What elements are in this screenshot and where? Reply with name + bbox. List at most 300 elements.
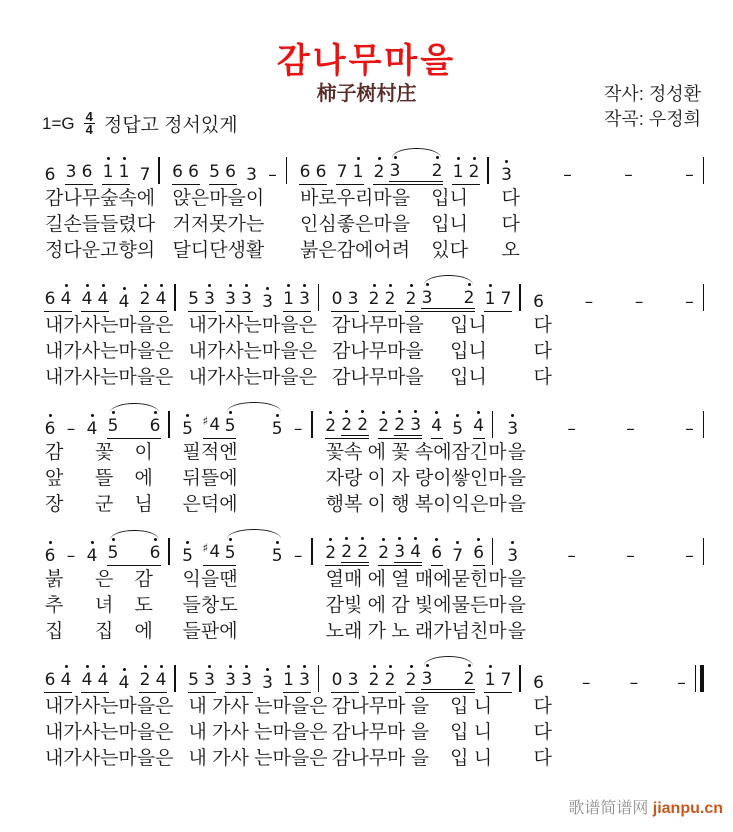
tie-arc [424, 275, 473, 285]
watermark [568, 795, 723, 818]
note-number: 2 [357, 415, 369, 435]
measure-cell [182, 401, 325, 439]
lyric-cell: 내가사는마을은 [45, 315, 174, 336]
octave-dot [123, 668, 126, 671]
octave-dot [49, 414, 52, 417]
note-token [44, 160, 56, 185]
note-token [473, 411, 485, 436]
note-number: 2 [394, 415, 406, 435]
note-number: 5 [224, 416, 236, 436]
note-number: 0 [331, 289, 343, 309]
lyric-cell: 감나무마을 입니 [332, 341, 487, 362]
measure-cell [507, 401, 706, 439]
beam-group [267, 160, 279, 185]
octave-dot [410, 665, 413, 668]
note-token [224, 411, 236, 436]
note-number: 6 [473, 543, 485, 563]
octave-dot [345, 410, 348, 413]
note-number: 0 [331, 670, 343, 690]
lyric-cell: 을 [507, 595, 527, 616]
beam-group [683, 287, 695, 312]
beam-group [625, 414, 637, 439]
score-system [44, 528, 706, 644]
tie-arc [110, 530, 159, 540]
barline [703, 157, 705, 184]
beam-group [245, 414, 283, 439]
octave-dot [566, 160, 569, 163]
note-token [118, 668, 130, 693]
barline [318, 665, 320, 692]
beam-group [107, 538, 161, 566]
octave-dot [49, 160, 52, 163]
note-number: 2 [325, 416, 337, 436]
note-number: 2 [378, 543, 390, 563]
lyric-cell: 내가사는마을은 [45, 748, 174, 769]
note-number: – [685, 165, 694, 185]
barline [168, 411, 170, 438]
octave-dot [297, 541, 300, 544]
page-subtitle: 柿子树村庄 [316, 83, 417, 105]
final-barline-thick [700, 665, 704, 692]
note-token [394, 410, 406, 435]
octave-dot [378, 157, 381, 160]
dash-token [566, 541, 578, 566]
barline [311, 538, 313, 565]
note-number: 2 [405, 670, 417, 690]
note-number: 3 [225, 670, 236, 690]
octave-dot [389, 284, 392, 287]
score [44, 147, 706, 771]
note-number: – [626, 546, 635, 566]
octave-dot [345, 537, 348, 540]
note-number: 5 [188, 670, 199, 690]
lyric-cell: 내 가사 는마을은 [188, 722, 328, 743]
octave-dot [336, 665, 339, 668]
note-token [44, 284, 56, 309]
octave-dot [210, 537, 213, 540]
octave-dot [186, 541, 189, 544]
note-token [60, 284, 72, 309]
note-number: ♯4 [202, 541, 221, 562]
beam-group [44, 541, 56, 566]
octave-dot [688, 287, 691, 290]
lyric-cell: 감나무마 을 입 니 [332, 696, 493, 717]
octave-dot [638, 287, 641, 290]
beam-group [683, 541, 695, 566]
octave-dot [266, 287, 269, 290]
note-number: – [66, 546, 76, 566]
note-number: 3 [246, 165, 257, 185]
note-token [352, 157, 364, 182]
lyric-cell: 앉은마을이 [172, 188, 265, 209]
octave-dot [186, 414, 189, 417]
note-number: ♯4 [202, 414, 221, 435]
note-token [468, 157, 480, 182]
note-token [410, 537, 422, 562]
beam-group [473, 411, 485, 439]
note-number: 6 [431, 543, 443, 563]
lyric-cell: 달디단생활 [172, 240, 265, 261]
beam-group [368, 284, 396, 312]
note-token [44, 541, 56, 566]
lyric-cell: 들판에 [182, 621, 238, 642]
lyric-cell: 감나무마 을 입 니 [332, 748, 493, 769]
note-token [368, 665, 380, 690]
note-number: 5 [271, 419, 283, 439]
note-number: 2 [468, 162, 480, 182]
note-number: 3 [204, 670, 215, 690]
note-number: 6 [44, 165, 56, 185]
octave-dot [477, 538, 480, 541]
note-token [463, 283, 475, 308]
barline [168, 538, 170, 565]
beam-group [139, 160, 151, 185]
note-token [107, 411, 119, 436]
note-number: 6 [172, 162, 183, 182]
watermark-site-url[interactable]: jianpu.cn [652, 800, 723, 817]
octave-dot [688, 541, 691, 544]
beam-group [683, 414, 695, 439]
note-number: 3 [507, 546, 519, 566]
note-number: 5 [182, 546, 193, 566]
beam-group [533, 668, 545, 693]
lyric-cell: 정다운고향의 [45, 240, 156, 261]
note-token [107, 538, 119, 563]
octave-dot [65, 284, 68, 287]
note-number: 3 [241, 670, 252, 690]
octave-dot [473, 157, 476, 160]
note-number: – [66, 419, 76, 439]
lyric-cell: 다 [533, 315, 552, 336]
dash-token [683, 414, 695, 439]
note-number: 4 [118, 292, 130, 312]
octave-dot [107, 157, 110, 160]
beam-group [86, 541, 98, 566]
octave-dot [627, 160, 630, 163]
note-number: 3 [204, 289, 215, 309]
dash-token [633, 287, 645, 312]
beam-group [484, 284, 512, 312]
watermark-site-name: 歌谱简谱网 [568, 800, 653, 817]
barline [311, 411, 313, 438]
note-token [271, 414, 283, 439]
octave-dot [585, 668, 588, 671]
octave-dot [192, 284, 195, 287]
note-token [357, 537, 369, 562]
beam-group [292, 541, 304, 566]
measure [182, 401, 305, 439]
note-number: 2 [325, 543, 337, 563]
measure [501, 151, 696, 185]
note-token [431, 538, 443, 563]
barline [286, 157, 288, 184]
beam-group [684, 160, 696, 185]
note-number: 2 [368, 289, 380, 309]
note-token [241, 284, 253, 309]
octave-dot [250, 160, 253, 163]
beam-group [299, 157, 327, 185]
measure [182, 528, 305, 566]
note-token [500, 665, 512, 690]
note-number: 2 [368, 670, 380, 690]
beam-group [246, 160, 258, 185]
lyric-cell: 감빛 에 감 빛에물든마 [325, 595, 507, 616]
note-token [97, 665, 109, 690]
lyric-cell: 오 [501, 240, 520, 261]
note-token [341, 410, 353, 435]
beam-group [331, 284, 359, 312]
beam-group [203, 410, 237, 439]
measure-cell [44, 401, 182, 439]
beam-group [473, 538, 485, 566]
beam-group [373, 156, 443, 185]
octave-dot [435, 538, 438, 541]
beam-group [507, 541, 519, 566]
note-number: 3 [421, 669, 433, 689]
octave-dot [70, 414, 73, 417]
note-number: 5 [209, 162, 220, 182]
note-number: 2 [373, 162, 385, 182]
note-token [421, 283, 433, 308]
measure [507, 405, 696, 439]
dash-token [65, 414, 77, 439]
lyric-cell: 행복 이 행 복이익은마 [325, 494, 507, 515]
octave-dot [477, 411, 480, 414]
octave-dot [389, 665, 392, 668]
note-token [463, 664, 475, 689]
octave-dot [373, 284, 376, 287]
note-number: 2 [139, 289, 151, 309]
note-token [347, 665, 359, 690]
dash-token [683, 287, 695, 312]
note-number: 4 [86, 546, 98, 566]
beam-group [81, 284, 109, 312]
score-system [44, 655, 706, 771]
octave-dot [297, 414, 300, 417]
octave-dot [303, 665, 306, 668]
note-number: – [626, 419, 635, 439]
measure-cell [44, 655, 188, 693]
measure-cell [325, 528, 507, 566]
note-token [149, 538, 161, 563]
note-number: 4 [473, 416, 485, 436]
lyric-cell: 내가사는마을은 [45, 696, 174, 717]
note-token [431, 411, 443, 436]
measure [299, 147, 480, 185]
beam-group [378, 537, 422, 566]
lyric-cell: 다 [533, 367, 552, 388]
measure [507, 532, 696, 566]
octave-dot [49, 665, 52, 668]
note-number: 6 [533, 292, 544, 312]
octave-dot [398, 537, 401, 540]
note-token [389, 156, 401, 181]
octave-dot [210, 410, 213, 413]
note-token [507, 414, 519, 439]
note-number: 5 [271, 546, 283, 566]
note-token [405, 284, 417, 309]
note-token [102, 157, 114, 182]
beam-group [628, 668, 640, 693]
beam-group [81, 665, 109, 693]
barline [174, 284, 176, 311]
note-token [225, 665, 237, 690]
lyric-cell: 감나무마을 입니 [332, 367, 487, 388]
note-number: 2 [384, 670, 396, 690]
note-number: 4 [60, 670, 72, 690]
measure [44, 656, 167, 693]
note-token [262, 287, 274, 312]
octave-dot [123, 157, 126, 160]
octave-dot [357, 157, 360, 160]
note-number: – [584, 292, 594, 312]
octave-dot [537, 668, 540, 671]
octave-dot [208, 284, 211, 287]
note-token [182, 414, 194, 439]
note-number: 2 [463, 288, 475, 308]
note-token [81, 157, 93, 182]
octave-dot [382, 538, 385, 541]
note-token [533, 668, 545, 693]
octave-dot [266, 668, 269, 671]
note-number: 6 [44, 670, 56, 690]
lyric-cell: 을 [507, 621, 527, 642]
note-number: 6 [149, 543, 161, 563]
note-token [325, 538, 337, 563]
beam-group [562, 160, 574, 185]
note-number: 4 [118, 673, 130, 693]
octave-dot [505, 665, 508, 668]
octave-dot [102, 665, 105, 668]
octave-dot [414, 537, 417, 540]
beam-group [182, 414, 194, 439]
measure [533, 278, 696, 312]
rest-token [331, 284, 343, 309]
lyric-cell: 열매 에 열 매에묻힌마 [325, 569, 507, 590]
octave-dot [192, 157, 195, 160]
beam-group [452, 157, 480, 185]
note-number: – [677, 673, 686, 693]
lyric-cell: 내가사는마을은 [188, 341, 317, 362]
barline [158, 157, 160, 184]
beam-sub [421, 283, 475, 309]
note-token [299, 284, 311, 309]
note-number: 5 [107, 543, 119, 563]
note-number: 1 [452, 162, 464, 182]
note-token [139, 665, 151, 690]
beam-sub [341, 537, 369, 563]
octave-dot [91, 541, 94, 544]
note-token [484, 284, 496, 309]
beam-group [225, 665, 253, 693]
note-number: 3 [241, 289, 252, 309]
lyric-cell: 다 [501, 214, 520, 235]
beam-group [484, 665, 512, 693]
key-signature: 1=G [42, 113, 75, 133]
beam-group [203, 537, 237, 566]
octave-dot [86, 157, 89, 160]
lyric-cell: 다 [501, 188, 520, 209]
note-number: 6 [299, 162, 311, 182]
note-number: 4 [155, 289, 167, 309]
beam-sub [421, 664, 475, 690]
measure-cell [44, 528, 182, 566]
note-number: 5 [224, 543, 236, 563]
measure-cell [188, 274, 332, 312]
octave-dot [414, 410, 417, 413]
dash-token [625, 414, 637, 439]
dash-token [65, 541, 77, 566]
octave-dot [329, 538, 332, 541]
note-token [203, 410, 221, 436]
note-number: – [685, 546, 694, 566]
lyric-cell: 장 군 님 [45, 494, 153, 515]
note-number: 4 [86, 419, 98, 439]
note-token [384, 665, 396, 690]
lyric-cell: 길손들들렸다 [45, 214, 156, 235]
note-number: 1 [102, 162, 114, 182]
octave-dot [570, 541, 573, 544]
octave-dot [511, 541, 514, 544]
note-number: 7 [500, 289, 512, 309]
note-number: – [634, 292, 644, 312]
beam-group [325, 410, 369, 439]
measure [533, 659, 688, 693]
octave-dot [229, 284, 232, 287]
note-number: 3 [507, 419, 519, 439]
measure [172, 148, 279, 185]
beam-group [633, 287, 645, 312]
octave-dot [123, 287, 126, 290]
note-number: 5 [107, 416, 119, 436]
lyric-cell: 바로우리마을 입니 [300, 188, 468, 209]
note-number: – [567, 419, 576, 439]
octave-dot [276, 414, 279, 417]
octave-dot [457, 157, 460, 160]
note-token [209, 157, 221, 182]
note-token [81, 665, 93, 690]
beam-group [107, 411, 161, 439]
barline [492, 411, 494, 438]
note-number: 6 [225, 162, 236, 182]
octave-dot [91, 414, 94, 417]
barline [318, 284, 320, 311]
note-token [155, 284, 167, 309]
octave-dot [632, 668, 635, 671]
note-token [357, 410, 369, 435]
time-signature-numerator: 4 [85, 109, 93, 124]
beam-sub [394, 537, 422, 563]
note-token [271, 541, 283, 566]
beam-group [262, 287, 274, 312]
beam-group [44, 160, 56, 185]
dash-token [684, 160, 696, 185]
beam-group [625, 541, 637, 566]
octave-dot [373, 665, 376, 668]
beam-group [182, 541, 194, 566]
lyric-cell: 들창도 [182, 595, 238, 616]
octave-dot [489, 284, 492, 287]
note-token [507, 541, 519, 566]
note-number: 1 [283, 670, 294, 690]
note-number: 4 [81, 289, 93, 309]
barline [519, 665, 521, 692]
note-token [378, 411, 390, 436]
tie-arc [110, 403, 159, 413]
lyric-cell: 감나무숲속에 [45, 188, 156, 209]
lyric-cell: 내 가사 는마을은 [188, 696, 328, 717]
beam-group [65, 157, 93, 185]
